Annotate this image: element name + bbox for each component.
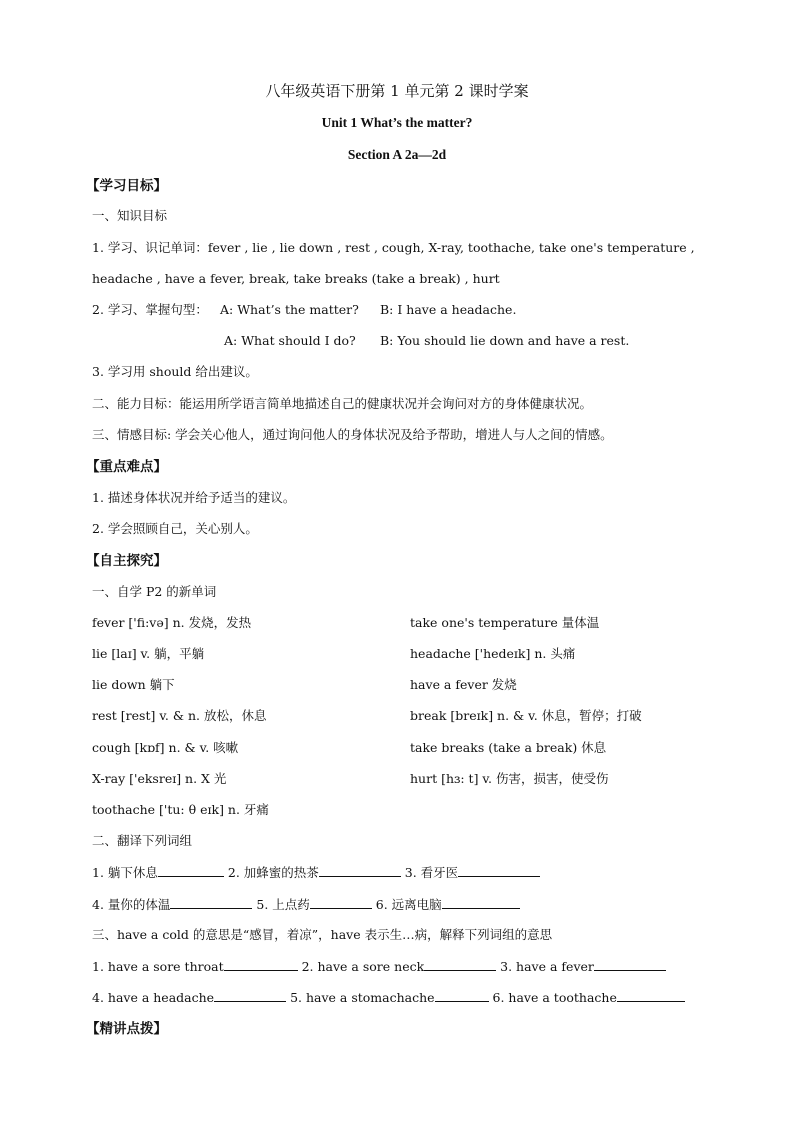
meaning-row-1 (92, 958, 666, 975)
sentence-q2: A: What should I do? (224, 333, 356, 348)
vocab-right-item: take breaks (take a break) 休息 (410, 740, 607, 755)
answer-blank[interactable] (319, 864, 401, 877)
meaning-item-3: 3. have a fever (500, 959, 594, 974)
vocab-right-item: headache ['hedeɪk] n. 头痛 (410, 646, 576, 661)
meaning-row-2 (92, 989, 685, 1006)
ability-objective: 二、能力目标：能运用所学语言简单地描述自己的健康状况并会询问对方的身体健康状况。 (92, 396, 593, 411)
emotion-objective: 三、情感目标: 学会关心他人，通过询问他人的身体状况及给予帮助，增进人与人之间的情感。 (92, 427, 613, 442)
meaning-item-4: 4. have a headache (92, 990, 215, 1005)
page-title: 八年级英语下册第 1 单元第 2 课时学案 (265, 82, 529, 100)
answer-blank[interactable] (424, 958, 496, 971)
objectives-header: 【学习目标】 (86, 178, 167, 194)
objective-item-1a: 1. 学习、识记单词：fever , lie , lie down , rest , cough, X-ray, toothache, take one's temperature , (92, 240, 695, 255)
meaning-title: 三、have a cold 的意思是“感冒，着凉”，have 表示生…病，解释下列词组的意思 (92, 927, 553, 942)
vocab-left-item: cough [kɒf] n. & v. 咳嗽 (92, 740, 239, 755)
sentence-r2: B: You should lie down and have a rest. (380, 333, 630, 348)
answer-blank[interactable] (310, 896, 372, 909)
unit-title: Unit 1 What’s the matter? (321, 115, 473, 130)
vocab-right-item: hurt [hɜ: t] v. 伤害，损害，使受伤 (410, 771, 609, 786)
translate-item-6: 6. 远离电脑 (375, 897, 442, 912)
vocab-right-item: break [breɪk] n. & v. 休息，暂停；打破 (410, 708, 642, 723)
objective-item-3: 3. 学习用 should 给出建议。 (92, 364, 258, 379)
objective-item-2-label: 2. 学习、掌握句型： (92, 302, 208, 317)
answer-blank[interactable] (442, 896, 520, 909)
translate-row-1 (92, 864, 540, 881)
objective-item-1b: headache , have a fever, break, take breaks (take a break) , hurt (92, 271, 500, 286)
lecture-header: 【精讲点拨】 (86, 1021, 167, 1037)
vocab-left-item: lie down 躺下 (92, 677, 175, 692)
translate-row-2 (92, 896, 520, 913)
answer-blank[interactable] (224, 958, 298, 971)
vocab-left-item: rest [rest] v. & n. 放松，休息 (92, 708, 267, 723)
answer-blank[interactable] (158, 864, 224, 877)
meaning-item-2: 2. have a sore neck (301, 959, 425, 974)
translate-item-4: 4. 量你的体温 (92, 897, 171, 912)
translate-item-1: 1. 躺下休息 (92, 865, 158, 880)
vocab-left-item: fever ['fi:və] n. 发烧，发热 (92, 615, 252, 630)
vocab-left-item: lie [laɪ] v. 躺，平躺 (92, 646, 205, 661)
sentence-r1: B: I have a headache. (380, 302, 517, 317)
vocab-left-item: toothache ['tu: θ eɪk] n. 牙痛 (92, 802, 269, 817)
answer-blank[interactable] (458, 864, 540, 877)
vocab-right-item: take one's temperature 量体温 (410, 615, 600, 630)
section-title: Section A 2a—2d (347, 147, 447, 162)
key-point-1: 1. 描述身体状况并给予适当的建议。 (92, 490, 296, 505)
translate-item-2: 2. 加蜂蜜的热茶 (227, 865, 319, 880)
translate-title: 二、翻译下列词组 (92, 833, 193, 848)
key-points-header: 【重点难点】 (86, 459, 167, 475)
meaning-item-5: 5. have a stomachache (290, 990, 435, 1005)
answer-blank[interactable] (214, 989, 286, 1002)
answer-blank[interactable] (617, 989, 685, 1002)
answer-blank[interactable] (594, 958, 666, 971)
knowledge-title: 一、知识目标 (92, 208, 168, 223)
sentence-q1: A: What’s the matter? (220, 302, 359, 317)
meaning-item-6: 6. have a toothache (492, 990, 617, 1005)
vocab-right-item: have a fever 发烧 (410, 677, 517, 692)
key-point-2: 2. 学会照顾自己，关心别人。 (92, 521, 258, 536)
translate-item-5: 5. 上点药 (256, 897, 310, 912)
self-study-header: 【自主探究】 (86, 553, 167, 569)
answer-blank[interactable] (170, 896, 252, 909)
answer-blank[interactable] (435, 989, 489, 1002)
vocab-title: 一、自学 P2 的新单词 (92, 584, 217, 599)
translate-item-3: 3. 看牙医 (404, 865, 459, 880)
vocab-left-item: X-ray ['eksreɪ] n. X 光 (92, 771, 227, 786)
meaning-item-1: 1. have a sore throat (92, 959, 224, 974)
